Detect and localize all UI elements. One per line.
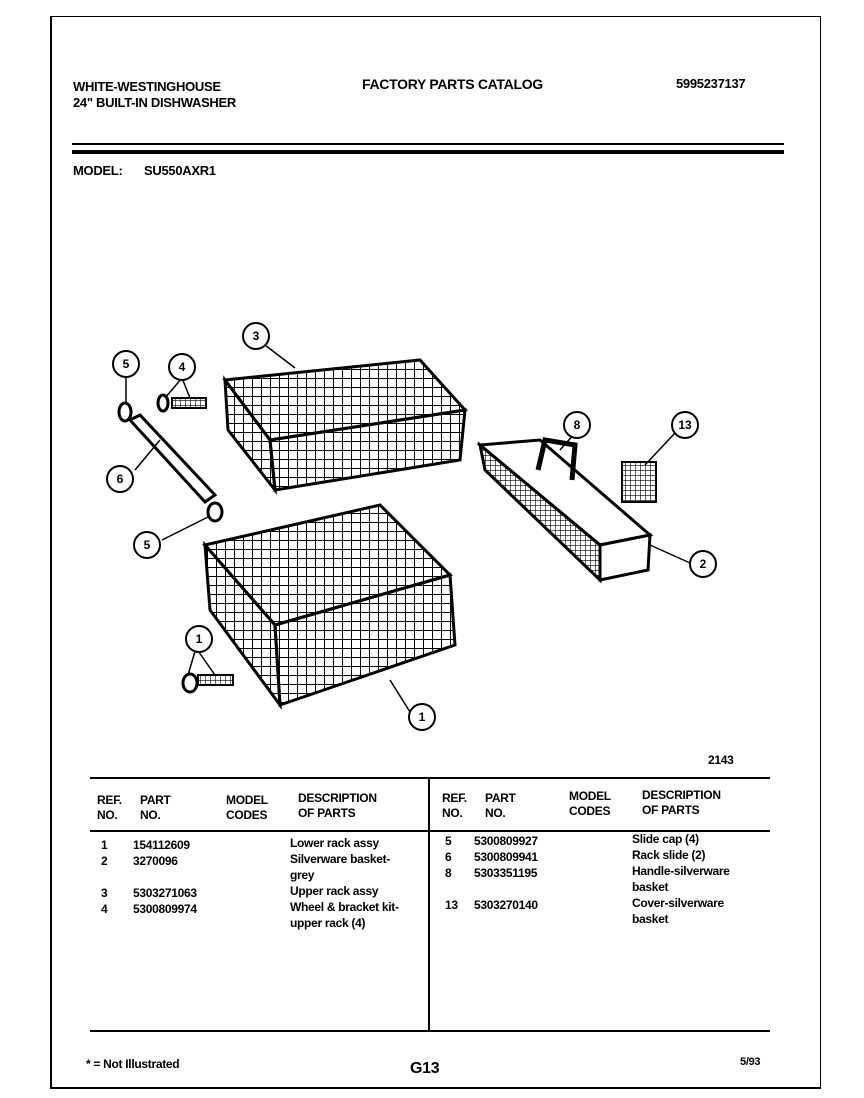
part-no: 5303271063	[133, 886, 197, 900]
part-description: Rack slide (2)	[632, 848, 706, 862]
upper-rack	[225, 360, 465, 490]
catalog-title: FACTORY PARTS CATALOG	[362, 76, 543, 92]
callout-13: 13	[671, 411, 699, 439]
ref-no: 2	[101, 854, 108, 868]
part-description: Cover-silverware	[632, 896, 724, 910]
header-ref: REF.	[97, 793, 122, 807]
part-no: 5303351195	[474, 866, 538, 880]
callout-5: 5	[112, 350, 140, 378]
header-codes: MODEL	[569, 789, 611, 803]
header-part: PART	[140, 793, 171, 807]
table-divider	[428, 777, 430, 1032]
header-desc: DESCRIPTION	[298, 791, 377, 805]
part-no: 154112609	[133, 838, 190, 852]
part-description: basket	[632, 880, 669, 894]
part-description: grey	[290, 868, 315, 882]
footnote: * = Not Illustrated	[86, 1057, 180, 1071]
ref-no: 4	[101, 902, 108, 916]
part-no: 5300809941	[474, 850, 538, 864]
ref-no: 8	[445, 866, 452, 880]
header-desc-2: OF PARTS	[298, 806, 356, 820]
callout-6: 6	[106, 465, 134, 493]
part-no: 5303270140	[474, 898, 538, 912]
table-bottom-rule	[90, 1030, 770, 1032]
header-ref-2: NO.	[442, 806, 463, 820]
header-codes: MODEL	[226, 793, 268, 807]
callout-1: 1	[408, 703, 436, 731]
ref-no: 3	[101, 886, 108, 900]
callout-8: 8	[563, 411, 591, 439]
revision-date: 5/93	[740, 1056, 761, 1068]
part-description: Silverware basket-	[290, 852, 390, 866]
part-description: upper rack (4)	[290, 916, 366, 930]
page-number: G13	[410, 1060, 440, 1077]
header-part-2: NO.	[485, 806, 506, 820]
part-description: Upper rack assy	[290, 884, 379, 898]
header-codes-2: CODES	[569, 804, 611, 818]
silverware-basket	[480, 440, 656, 580]
header-desc-2: OF PARTS	[642, 803, 700, 817]
part-description: Slide cap (4)	[632, 832, 699, 846]
part-description: Handle-silverware	[632, 864, 730, 878]
part-description: basket	[632, 912, 669, 926]
header-ref: REF.	[442, 791, 467, 805]
lower-rack	[205, 505, 455, 705]
part-no: 3270096	[133, 854, 178, 868]
header-ref-2: NO.	[97, 808, 118, 822]
model-label: MODEL:	[73, 163, 123, 178]
ref-no: 6	[445, 850, 452, 864]
part-description: Lower rack assy	[290, 836, 379, 850]
callout-2: 2	[689, 550, 717, 578]
ref-no: 1	[101, 838, 108, 852]
header-desc: DESCRIPTION	[642, 788, 721, 802]
table-top-rule	[90, 777, 770, 779]
header-part-2: NO.	[140, 808, 161, 822]
header-part: PART	[485, 791, 516, 805]
model-value: SU550AXR1	[144, 163, 216, 178]
drawing-number: 2143	[708, 753, 734, 767]
ref-no: 13	[445, 898, 458, 912]
catalog-number: 5995237137	[676, 76, 746, 91]
part-description: Wheel & bracket kit-	[290, 900, 399, 914]
callout-5: 5	[133, 531, 161, 559]
callout-4: 4	[168, 353, 196, 381]
callout-3: 3	[242, 322, 270, 350]
ref-no: 5	[445, 834, 452, 848]
part-no: 5300809927	[474, 834, 538, 848]
brand: WHITE-WESTINGHOUSE	[73, 79, 221, 94]
header-codes-2: CODES	[226, 808, 268, 822]
part-no: 5300809974	[133, 902, 197, 916]
product-name: 24" BUILT-IN DISHWASHER	[73, 95, 236, 110]
callout-1: 1	[185, 625, 213, 653]
